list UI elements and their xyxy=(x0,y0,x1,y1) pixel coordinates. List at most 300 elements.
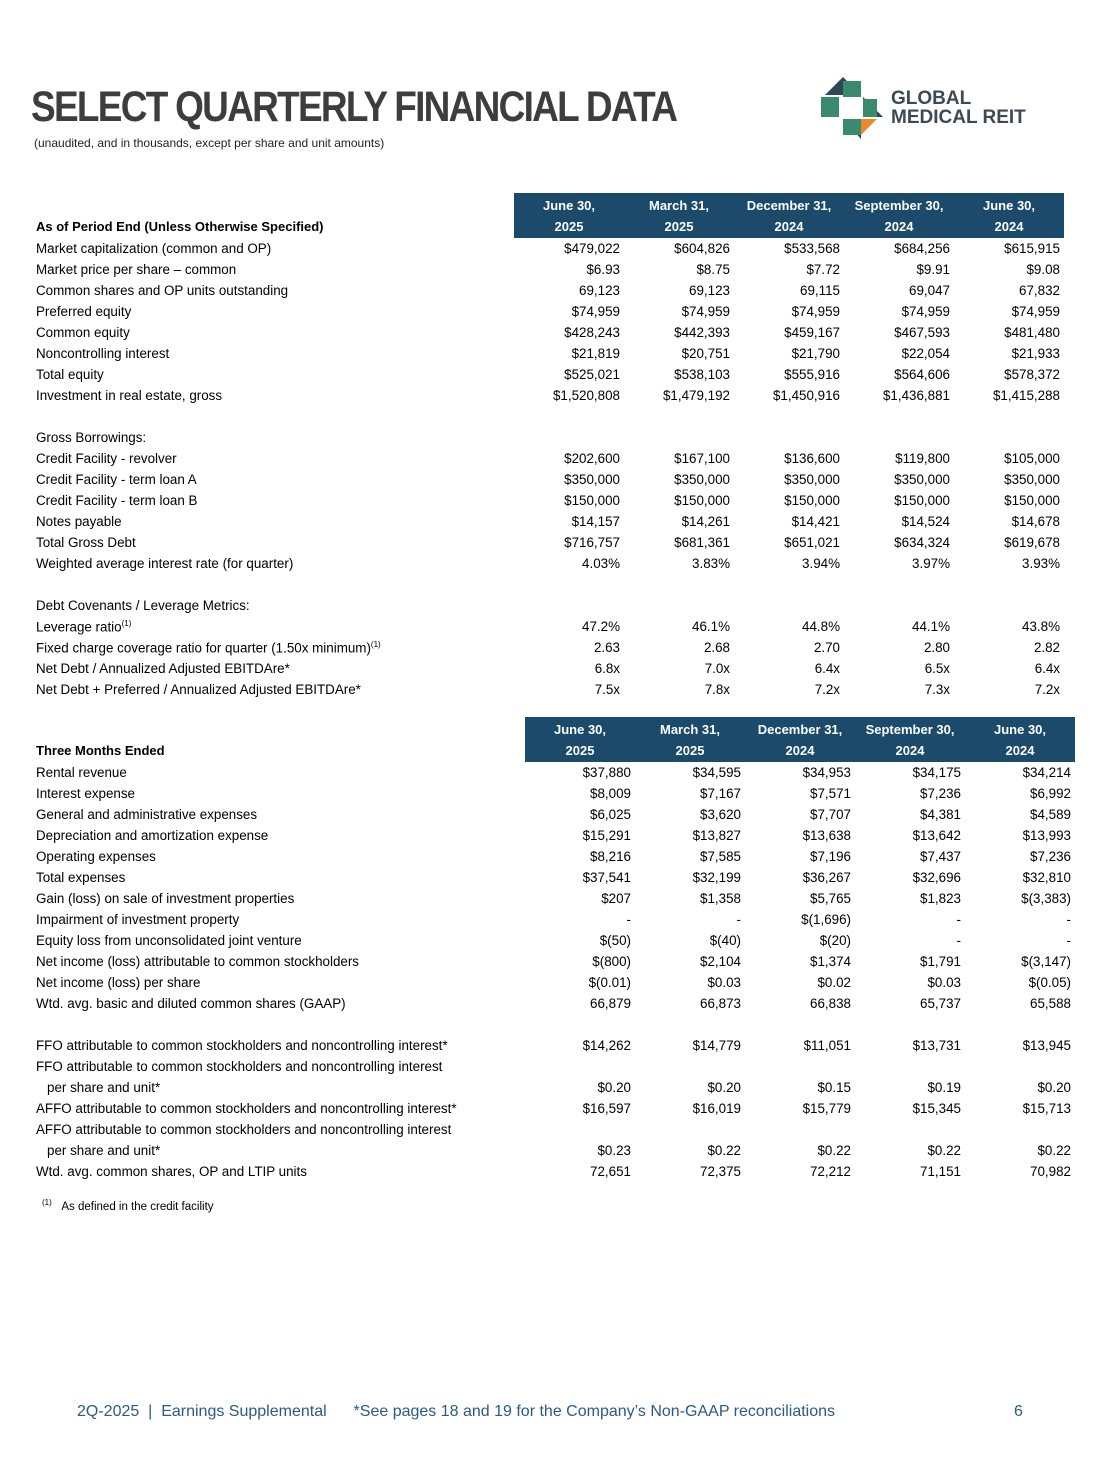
row-value xyxy=(855,1056,965,1077)
row-value: $8,009 xyxy=(590,786,631,801)
row-value: $(3,147) xyxy=(1021,954,1071,969)
row-value: $14,157 xyxy=(571,514,620,529)
row-value xyxy=(844,427,954,448)
row-value: 3.97% xyxy=(912,556,950,571)
row-value: $32,696 xyxy=(912,870,961,885)
row-value: $21,790 xyxy=(791,346,840,361)
row-value: $0.22 xyxy=(707,1143,741,1158)
row-label: Equity loss from unconsolidated joint venture xyxy=(36,933,302,948)
row-label: AFFO attributable to common stockholders and noncontrolling interest* xyxy=(36,1101,457,1116)
row-value: 7.0x xyxy=(704,661,730,676)
table-row xyxy=(33,1161,1075,1182)
table-header-row xyxy=(33,717,1075,762)
row-value xyxy=(514,427,624,448)
period-end-table xyxy=(33,193,1064,700)
table-row xyxy=(33,364,1064,385)
row-value: $136,600 xyxy=(784,451,840,466)
row-value: $7,707 xyxy=(810,807,851,822)
row-value: $0.03 xyxy=(707,975,741,990)
row-value: 43.8% xyxy=(1022,619,1060,634)
row-label: Net income (loss) per share xyxy=(36,975,201,990)
row-value xyxy=(734,595,844,616)
row-value xyxy=(745,1119,855,1140)
row-label: per share and unit* xyxy=(47,1080,161,1095)
row-value: 72,375 xyxy=(700,1164,741,1179)
row-value: $13,642 xyxy=(912,828,961,843)
row-value: 3.93% xyxy=(1022,556,1060,571)
table-heading: As of Period End (Unless Otherwise Specified) xyxy=(33,193,514,238)
row-value: $0.20 xyxy=(597,1080,631,1095)
table-row xyxy=(33,301,1064,322)
row-value: $15,291 xyxy=(582,828,631,843)
row-value: $7,585 xyxy=(700,849,741,864)
row-value: 6.8x xyxy=(594,661,620,676)
table-row xyxy=(33,888,1075,909)
table-row xyxy=(33,951,1075,972)
row-value: $150,000 xyxy=(894,493,950,508)
row-value: $36,267 xyxy=(802,870,851,885)
column-header: June 30, 2025 xyxy=(514,193,624,238)
row-value: 72,651 xyxy=(590,1164,631,1179)
row-value: $350,000 xyxy=(1004,472,1060,487)
company-logo xyxy=(821,77,1031,139)
cross-logo-icon xyxy=(821,77,883,139)
table-row xyxy=(33,825,1075,846)
row-label: Impairment of investment property xyxy=(36,912,240,927)
row-value: $32,199 xyxy=(692,870,741,885)
row-value: $0.22 xyxy=(927,1143,961,1158)
row-value: $34,214 xyxy=(1022,765,1071,780)
row-value: 7.2x xyxy=(814,682,840,697)
row-value: $681,361 xyxy=(674,535,730,550)
row-value: $1,374 xyxy=(810,954,851,969)
row-value xyxy=(624,427,734,448)
row-label: Gross Borrowings: xyxy=(36,430,147,445)
logo-wordmark: GLOBAL MEDICAL REIT xyxy=(891,88,1026,128)
row-value: $13,638 xyxy=(802,828,851,843)
table-row xyxy=(33,658,1064,679)
row-value: 69,047 xyxy=(909,283,950,298)
row-value: $74,959 xyxy=(1011,304,1060,319)
row-value: $7,437 xyxy=(920,849,961,864)
row-value: $0.23 xyxy=(597,1143,631,1158)
row-value: - xyxy=(956,912,961,927)
row-value: $(800) xyxy=(592,954,631,969)
page-number: 6 xyxy=(1014,1403,1023,1420)
row-label: Common equity xyxy=(36,325,130,340)
row-value: $7,236 xyxy=(1030,849,1071,864)
row-value: $37,541 xyxy=(582,870,631,885)
table-row xyxy=(33,804,1075,825)
column-header: June 30, 2024 xyxy=(965,717,1075,762)
row-value: $350,000 xyxy=(894,472,950,487)
table-row xyxy=(33,259,1064,280)
row-label: Market capitalization (common and OP) xyxy=(36,241,272,256)
row-value: $34,595 xyxy=(692,765,741,780)
row-value: $150,000 xyxy=(674,493,730,508)
row-value: $555,916 xyxy=(784,367,840,382)
row-value: $1,415,288 xyxy=(992,388,1060,403)
row-label: Debt Covenants / Leverage Metrics: xyxy=(36,598,250,613)
row-value: $(3,383) xyxy=(1021,891,1071,906)
row-value: $14,779 xyxy=(692,1038,741,1053)
row-value xyxy=(965,1119,1075,1140)
row-value: $0.20 xyxy=(707,1080,741,1095)
row-value: $15,345 xyxy=(912,1101,961,1116)
row-value: $481,480 xyxy=(1004,325,1060,340)
table-row xyxy=(33,972,1075,993)
row-label: Total equity xyxy=(36,367,104,382)
row-value: $16,019 xyxy=(692,1101,741,1116)
table-row xyxy=(33,532,1064,553)
table-row xyxy=(33,553,1064,574)
row-value: $578,372 xyxy=(1004,367,1060,382)
table-row xyxy=(33,427,1064,448)
row-label: Rental revenue xyxy=(36,765,127,780)
column-header: September 30, 2024 xyxy=(844,193,954,238)
row-label: Market price per share – common xyxy=(36,262,237,277)
page-title: SELECT QUARTERLY FINANCIAL DATA xyxy=(31,83,677,131)
page-subtitle: (unaudited, and in thousands, except per share and unit amounts) xyxy=(34,136,385,150)
table-row xyxy=(33,343,1064,364)
row-value xyxy=(624,595,734,616)
table-row xyxy=(33,679,1064,700)
row-value: $525,021 xyxy=(564,367,620,382)
row-value: 44.8% xyxy=(802,619,840,634)
row-label: Noncontrolling interest xyxy=(36,346,170,361)
row-label: Credit Facility - term loan A xyxy=(36,472,197,487)
row-label: Investment in real estate, gross xyxy=(36,388,223,403)
page-footer xyxy=(77,1403,1027,1421)
table-row xyxy=(33,595,1064,616)
row-value: 6.4x xyxy=(1034,661,1060,676)
row-value: $533,568 xyxy=(784,241,840,256)
row-value: $6.93 xyxy=(586,262,620,277)
row-value: $7.72 xyxy=(806,262,840,277)
row-value: $634,324 xyxy=(894,535,950,550)
row-value: $9.91 xyxy=(916,262,950,277)
row-value: 6.4x xyxy=(814,661,840,676)
footnote: $^{(1)}$ As defined in the credit facility xyxy=(42,1198,214,1213)
row-value: 69,123 xyxy=(579,283,620,298)
row-value: $619,678 xyxy=(1004,535,1060,550)
row-value: $(40) xyxy=(709,933,741,948)
table-row xyxy=(33,637,1064,658)
row-value: $442,393 xyxy=(674,325,730,340)
row-value: $15,779 xyxy=(802,1101,851,1116)
table-row xyxy=(33,448,1064,469)
table-row xyxy=(33,993,1075,1014)
row-value: 7.5x xyxy=(594,682,620,697)
row-value: $0.22 xyxy=(817,1143,851,1158)
row-value: 3.94% xyxy=(802,556,840,571)
row-value: $564,606 xyxy=(894,367,950,382)
table-row xyxy=(33,616,1064,637)
row-value: $9.08 xyxy=(1026,262,1060,277)
row-value: $651,021 xyxy=(784,535,840,550)
row-value: $167,100 xyxy=(674,451,730,466)
row-value: $467,593 xyxy=(894,325,950,340)
row-label: Fixed charge coverage ratio for quarter (1.50x minimum)$^{(1)}$ xyxy=(36,639,381,656)
row-value: 69,115 xyxy=(800,283,840,298)
row-value: $(50) xyxy=(599,933,631,948)
row-label: Notes payable xyxy=(36,514,122,529)
row-value: $(1,696) xyxy=(801,912,851,927)
row-value xyxy=(514,595,624,616)
row-label: FFO attributable to common stockholders and noncontrolling interest xyxy=(36,1059,443,1074)
row-value: $350,000 xyxy=(564,472,620,487)
row-value: $0.19 xyxy=(927,1080,961,1095)
table-row xyxy=(33,1077,1075,1098)
row-label: Interest expense xyxy=(36,786,136,801)
row-value: $11,051 xyxy=(803,1038,851,1053)
row-value: $1,520,808 xyxy=(552,388,620,403)
footer-report-name: 2Q-2025 | Earnings Supplemental xyxy=(77,1403,327,1420)
three-months-table xyxy=(33,717,1075,1182)
row-value: $6,992 xyxy=(1030,786,1071,801)
row-value: $22,054 xyxy=(901,346,950,361)
row-value: $207 xyxy=(601,891,631,906)
table-row xyxy=(33,1098,1075,1119)
row-value: $14,421 xyxy=(791,514,840,529)
row-value: $37,880 xyxy=(582,765,631,780)
row-value: 6.5x xyxy=(924,661,950,676)
row-value: - xyxy=(626,912,631,927)
column-header: September 30, 2024 xyxy=(855,717,965,762)
row-value: $3,620 xyxy=(700,807,741,822)
row-value: $7,167 xyxy=(700,786,741,801)
footer-note: *See pages 18 and 19 for the Company’s Non-GAAP reconciliations xyxy=(353,1403,836,1420)
column-header: March 31, 2025 xyxy=(635,717,745,762)
row-value: $34,175 xyxy=(912,765,961,780)
row-label: Gain (loss) on sale of investment properties xyxy=(36,891,295,906)
row-value: $32,810 xyxy=(1022,870,1071,885)
column-header: December 31, 2024 xyxy=(745,717,855,762)
table-row xyxy=(33,385,1064,406)
row-value: $14,524 xyxy=(901,514,950,529)
table-row xyxy=(33,1056,1075,1077)
table-row xyxy=(33,490,1064,511)
row-value: $350,000 xyxy=(784,472,840,487)
row-value: $716,757 xyxy=(564,535,620,550)
row-value: 47.2% xyxy=(582,619,620,634)
row-value: $74,959 xyxy=(681,304,730,319)
row-value xyxy=(844,595,954,616)
row-value: $13,993 xyxy=(1022,828,1071,843)
row-value: $(0.01) xyxy=(588,975,631,990)
row-label: Credit Facility - term loan B xyxy=(36,493,198,508)
table-row xyxy=(33,1119,1075,1140)
row-value: 66,838 xyxy=(810,996,851,1011)
spacer-row xyxy=(33,1014,1075,1035)
row-value: $14,261 xyxy=(681,514,730,529)
row-value: $7,236 xyxy=(920,786,961,801)
row-value: $21,819 xyxy=(571,346,620,361)
row-value xyxy=(734,427,844,448)
row-value: $105,000 xyxy=(1004,451,1060,466)
row-value: $7,571 xyxy=(810,786,851,801)
row-value xyxy=(954,595,1064,616)
row-value: $479,022 xyxy=(564,241,620,256)
table-row xyxy=(33,280,1064,301)
table-header-row xyxy=(33,193,1064,238)
row-value: $(0.05) xyxy=(1028,975,1071,990)
column-header: March 31, 2025 xyxy=(624,193,734,238)
row-label: per share and unit* xyxy=(47,1143,161,1158)
row-value xyxy=(525,1119,635,1140)
row-value: $14,678 xyxy=(1011,514,1060,529)
row-value: $(20) xyxy=(819,933,851,948)
row-label: AFFO attributable to common stockholders and noncontrolling interest xyxy=(36,1122,452,1137)
row-value: $8.75 xyxy=(696,262,730,277)
row-value: $74,959 xyxy=(791,304,840,319)
row-value xyxy=(855,1119,965,1140)
row-label: Depreciation and amortization expense xyxy=(36,828,269,843)
row-value: 65,737 xyxy=(920,996,961,1011)
row-value: 2.80 xyxy=(923,640,950,655)
column-header: June 30, 2024 xyxy=(954,193,1064,238)
row-label: Wtd. avg. common shares, OP and LTIP units xyxy=(36,1164,307,1179)
row-value: - xyxy=(736,912,741,927)
table-row xyxy=(33,909,1075,930)
row-label: Total Gross Debt xyxy=(36,535,136,550)
row-value: 66,873 xyxy=(700,996,741,1011)
row-value: $7,196 xyxy=(810,849,851,864)
row-label: Net Debt / Annualized Adjusted EBITDAre* xyxy=(36,661,290,676)
table-row xyxy=(33,1140,1075,1161)
row-value: 2.82 xyxy=(1033,640,1060,655)
row-label: Operating expenses xyxy=(36,849,156,864)
row-value: $34,953 xyxy=(802,765,851,780)
row-value: $16,597 xyxy=(582,1101,631,1116)
row-value: $150,000 xyxy=(564,493,620,508)
row-value: - xyxy=(1066,933,1071,948)
row-value: $350,000 xyxy=(674,472,730,487)
row-label: Total expenses xyxy=(36,870,126,885)
row-value: 4.03% xyxy=(582,556,620,571)
row-value: 2.68 xyxy=(703,640,730,655)
row-value: $615,915 xyxy=(1004,241,1060,256)
row-value xyxy=(965,1056,1075,1077)
row-value: $202,600 xyxy=(564,451,620,466)
table-row xyxy=(33,867,1075,888)
table-row xyxy=(33,762,1075,783)
row-value: $74,959 xyxy=(571,304,620,319)
row-value: $1,823 xyxy=(920,891,961,906)
row-value: 72,212 xyxy=(810,1164,851,1179)
row-value: 2.63 xyxy=(593,640,620,655)
table-row xyxy=(33,1035,1075,1056)
table-heading: Three Months Ended xyxy=(33,717,525,762)
row-value: 65,588 xyxy=(1030,996,1071,1011)
row-value: $0.22 xyxy=(1037,1143,1071,1158)
row-value xyxy=(525,1056,635,1077)
row-label: Net income (loss) attributable to common stockholders xyxy=(36,954,359,969)
row-value: 66,879 xyxy=(590,996,631,1011)
row-value: 7.3x xyxy=(924,682,950,697)
table-row xyxy=(33,846,1075,867)
row-value: $21,933 xyxy=(1011,346,1060,361)
row-label: Preferred equity xyxy=(36,304,132,319)
row-value: $119,800 xyxy=(895,451,950,466)
row-value: $4,381 xyxy=(920,807,961,822)
row-value: $4,589 xyxy=(1030,807,1071,822)
table-row xyxy=(33,238,1064,259)
row-value: 7.2x xyxy=(1034,682,1060,697)
row-label: Common shares and OP units outstanding xyxy=(36,283,289,298)
column-header: June 30, 2025 xyxy=(525,717,635,762)
row-value: $1,791 xyxy=(920,954,961,969)
row-value: $2,104 xyxy=(700,954,741,969)
row-value: 7.8x xyxy=(704,682,730,697)
row-value: 3.83% xyxy=(692,556,730,571)
table-row xyxy=(33,469,1064,490)
row-value: $15,713 xyxy=(1022,1101,1071,1116)
row-value: $5,765 xyxy=(810,891,851,906)
row-value: $13,731 xyxy=(912,1038,961,1053)
row-value: $14,262 xyxy=(582,1038,631,1053)
row-label: FFO attributable to common stockholders and noncontrolling interest* xyxy=(36,1038,448,1053)
table-row xyxy=(33,930,1075,951)
row-value: $604,826 xyxy=(674,241,730,256)
row-value: $74,959 xyxy=(901,304,950,319)
row-value: 71,151 xyxy=(920,1164,961,1179)
row-value: 2.70 xyxy=(813,640,840,655)
row-value: $0.20 xyxy=(1037,1080,1071,1095)
spacer-row xyxy=(33,406,1064,427)
row-value: $0.03 xyxy=(927,975,961,990)
table-row xyxy=(33,783,1075,804)
row-value: $1,436,881 xyxy=(882,388,950,403)
row-value: $459,167 xyxy=(784,325,840,340)
row-value xyxy=(635,1056,745,1077)
row-value: 69,123 xyxy=(689,283,730,298)
row-value: $1,358 xyxy=(700,891,741,906)
row-value: - xyxy=(1066,912,1071,927)
row-label: Leverage ratio$^{(1)}$ xyxy=(36,618,132,635)
row-value: $150,000 xyxy=(1004,493,1060,508)
row-value: $1,479,192 xyxy=(662,388,730,403)
column-header: December 31, 2024 xyxy=(734,193,844,238)
row-value: 67,832 xyxy=(1019,283,1060,298)
row-value xyxy=(954,427,1064,448)
row-value: $428,243 xyxy=(564,325,620,340)
row-value: 70,982 xyxy=(1030,1164,1071,1179)
row-label: Net Debt + Preferred / Annualized Adjusted EBITDAre* xyxy=(36,682,361,697)
table-row xyxy=(33,322,1064,343)
row-label: Wtd. avg. basic and diluted common shares (GAAP) xyxy=(36,996,346,1011)
spacer-row xyxy=(33,574,1064,595)
row-value: $150,000 xyxy=(784,493,840,508)
row-value: $538,103 xyxy=(674,367,730,382)
row-value xyxy=(635,1119,745,1140)
row-value: $13,827 xyxy=(692,828,741,843)
row-value: $8,216 xyxy=(590,849,631,864)
row-value: 44.1% xyxy=(912,619,950,634)
row-value: $13,945 xyxy=(1022,1038,1071,1053)
row-value xyxy=(745,1056,855,1077)
row-value: $20,751 xyxy=(681,346,730,361)
table-row xyxy=(33,511,1064,532)
row-label: Weighted average interest rate (for quarter) xyxy=(36,556,294,571)
row-value: $0.15 xyxy=(817,1080,851,1095)
row-value: $0.02 xyxy=(817,975,851,990)
row-label: Credit Facility - revolver xyxy=(36,451,177,466)
row-label: General and administrative expenses xyxy=(36,807,258,822)
row-value: $6,025 xyxy=(590,807,631,822)
row-value: $1,450,916 xyxy=(772,388,840,403)
row-value: - xyxy=(956,933,961,948)
